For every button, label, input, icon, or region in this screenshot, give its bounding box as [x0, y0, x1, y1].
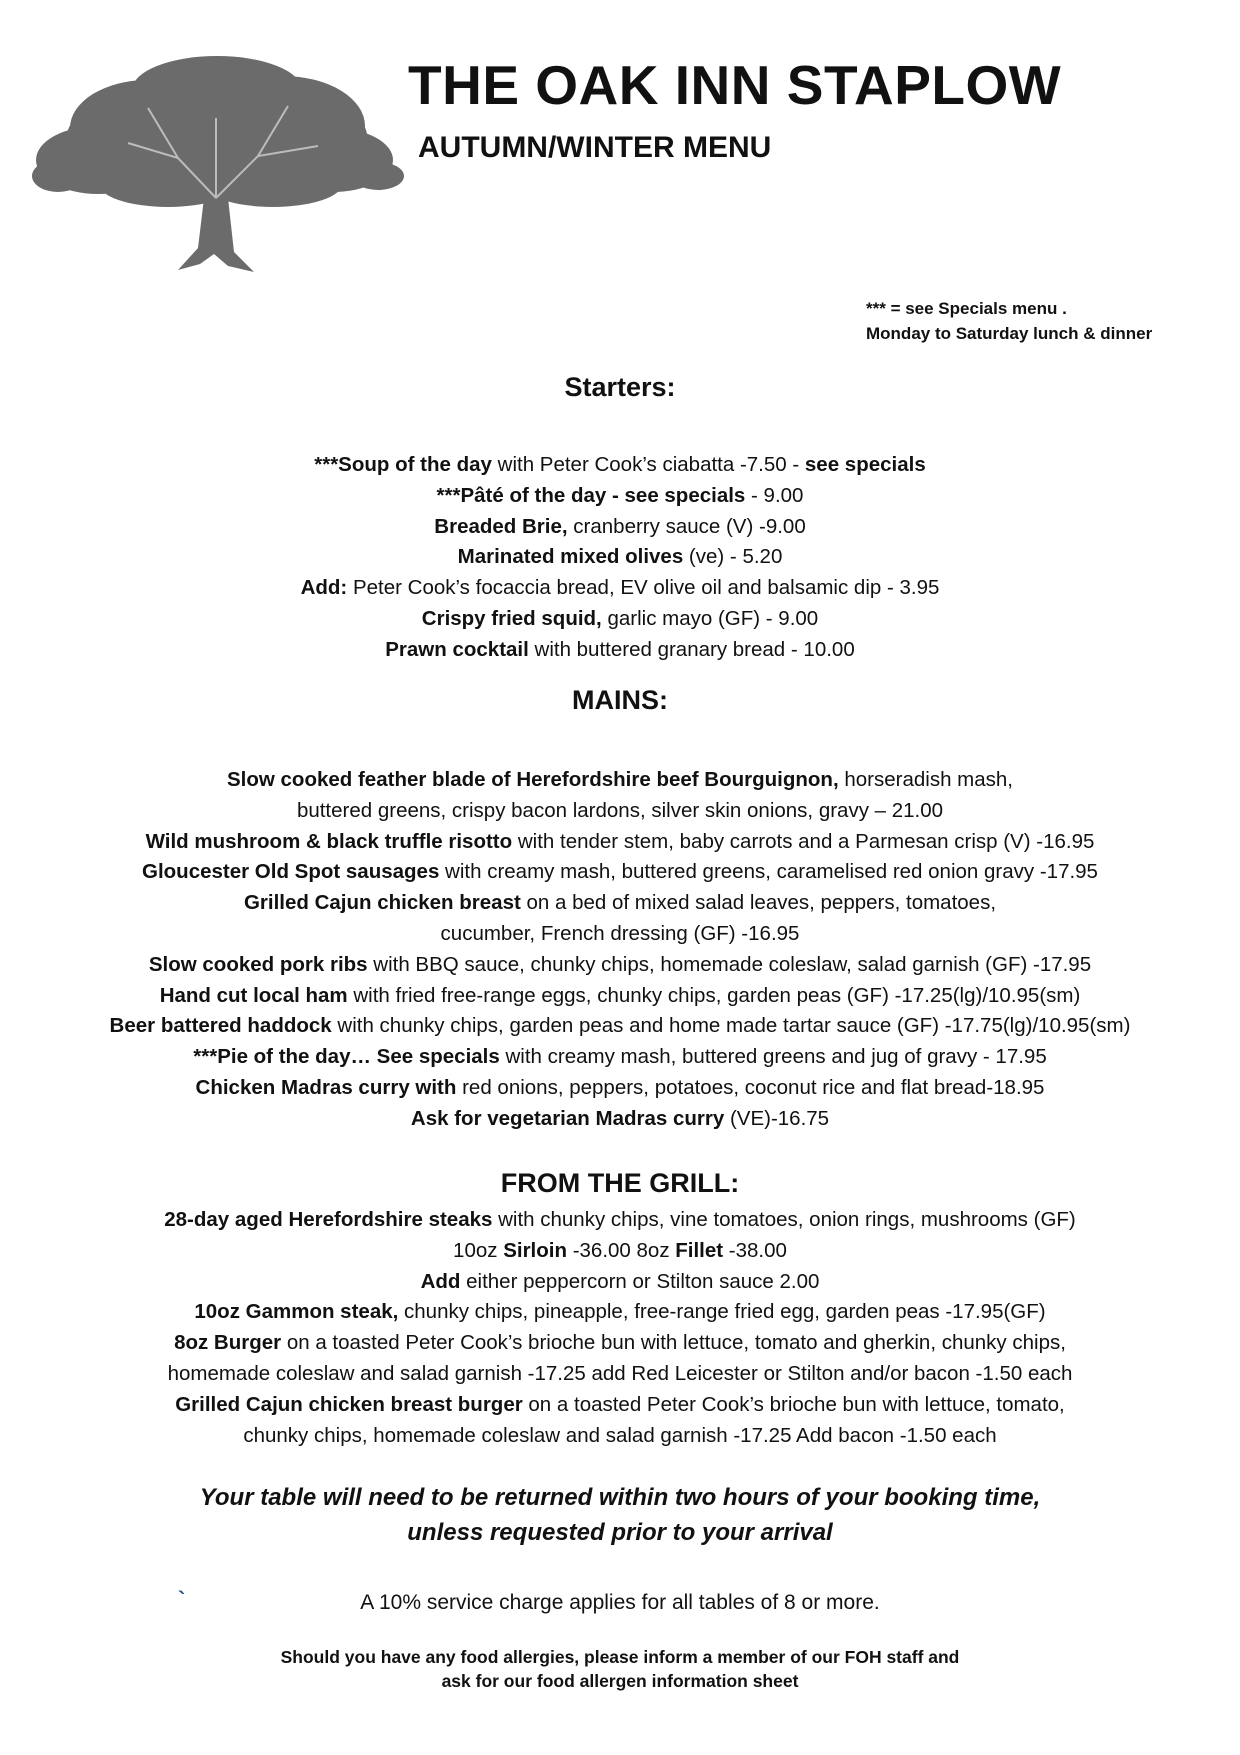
starters-heading: Starters:	[564, 372, 676, 402]
item-description: red onions, peppers, potatoes, coconut rice and flat bread-18.95	[456, 1075, 1045, 1099]
item-name: Fillet	[675, 1238, 724, 1262]
main-item	[0, 827, 1240, 858]
table-policy	[0, 1480, 1240, 1550]
grill-heading: FROM THE GRILL:	[500, 1168, 740, 1198]
main-item	[0, 1073, 1240, 1104]
item-description: with creamy mash, buttered greens, caramelised red onion gravy -17.95	[439, 860, 1098, 884]
item-description: on a toasted Peter Cook’s brioche bun with lettuce, tomato,	[522, 1392, 1065, 1416]
grill-item	[0, 1421, 1240, 1452]
main-item	[0, 1042, 1240, 1073]
starter-item	[0, 481, 1240, 512]
item-description: chunky chips, homemade coleslaw and salad garnish -17.25 Add bacon -1.50 each	[243, 1423, 997, 1447]
item-description: with fried free-range eggs, chunky chips, garden peas (GF) -17.25(lg)/10.95(sm)	[347, 983, 1081, 1007]
item-description: -38.00	[723, 1238, 787, 1262]
main-item	[0, 796, 1240, 827]
specials-note-line: *** = see Specials menu .	[866, 299, 1067, 318]
grill-section	[0, 1168, 1240, 1199]
item-name: Beer battered haddock	[109, 1014, 332, 1038]
item-name: Wild mushroom & black truffle risotto	[145, 829, 513, 853]
main-item	[0, 765, 1240, 796]
mains-section	[0, 685, 1240, 716]
tick-mark: `	[178, 1587, 186, 1612]
item-name: ***Pâté of the day - see specials	[436, 483, 746, 507]
starters-section	[0, 372, 1240, 403]
item-name: Breaded Brie,	[434, 514, 568, 538]
item-description: horseradish mash,	[838, 768, 1013, 791]
item-name: Hand cut local ham	[159, 983, 348, 1007]
restaurant-title: THE OAK INN STAPLOW	[408, 54, 1062, 116]
item-description: - 9.00	[745, 483, 804, 507]
starter-item	[0, 604, 1240, 635]
starter-item	[0, 573, 1240, 604]
item-name: Add:	[300, 576, 348, 600]
item-description: either peppercorn or Stilton sauce 2.00	[460, 1269, 820, 1293]
policy-line: Your table will need to be returned within two hours of your booking time,	[199, 1484, 1041, 1511]
starter-item	[0, 542, 1240, 573]
item-description: with buttered granary bread - 10.00	[528, 637, 855, 661]
mains-list	[0, 765, 1240, 1135]
starters-list	[0, 450, 1240, 666]
item-description: homemade coleslaw and salad garnish -17.25 add Red Leicester or Stilton and/or bacon -1.50 each	[167, 1361, 1073, 1385]
grill-item	[0, 1297, 1240, 1328]
item-name: Ask for vegetarian Madras curry	[410, 1106, 725, 1130]
item-name: see specials	[804, 453, 926, 476]
item-name: Marinated mixed olives	[457, 545, 684, 569]
item-description: with chunky chips, garden peas and home made tartar sauce (GF) -17.75(lg)/10.95(sm)	[331, 1014, 1131, 1038]
main-item	[0, 857, 1240, 888]
item-name: Grilled Cajun chicken breast burger	[175, 1392, 523, 1416]
item-name: Prawn cocktail	[385, 637, 529, 661]
grill-list	[0, 1205, 1240, 1451]
item-description: (VE)-16.75	[724, 1106, 830, 1130]
service-hours-line: Monday to Saturday lunch & dinner	[866, 324, 1153, 343]
grill-item	[0, 1359, 1240, 1390]
item-name: Grilled Cajun chicken breast	[243, 891, 521, 915]
service-charge-note: A 10% service charge applies for all tables of 8 or more.	[360, 1591, 880, 1614]
item-name: Slow cooked feather blade of Herefordshire beef Bourguignon,	[226, 768, 839, 791]
grill-item	[0, 1328, 1240, 1359]
item-description: cucumber, French dressing (GF) -16.95	[440, 921, 800, 945]
starter-item	[0, 635, 1240, 666]
mains-heading: MAINS:	[572, 685, 668, 715]
item-description: Peter Cook’s focaccia bread, EV olive oil and balsamic dip - 3.95	[347, 576, 940, 600]
main-item	[0, 888, 1240, 919]
item-description: with tender stem, baby carrots and a Parmesan crisp (V) -16.95	[512, 829, 1095, 853]
allergy-line: Should you have any food allergies, please inform a member of our FOH staff and	[280, 1647, 960, 1667]
item-name: ***Soup of the day	[314, 453, 492, 476]
starter-item	[0, 512, 1240, 543]
item-description: chunky chips, pineapple, free-range fried egg, garden peas -17.95(GF)	[398, 1300, 1046, 1324]
item-description: cranberry sauce (V) -9.00	[567, 514, 806, 538]
item-name: Slow cooked pork ribs	[148, 952, 368, 976]
allergy-note	[0, 1645, 1240, 1693]
item-name: Gloucester Old Spot sausages	[142, 860, 440, 884]
main-item	[0, 981, 1240, 1012]
specials-note	[866, 296, 1152, 346]
grill-item	[0, 1205, 1240, 1236]
item-description: (ve) - 5.20	[683, 545, 783, 569]
menu-subtitle: AUTUMN/WINTER MENU	[418, 131, 772, 164]
grill-item	[0, 1236, 1240, 1267]
item-name: Chicken Madras curry with	[195, 1075, 457, 1099]
item-description: garlic mayo (GF) - 9.00	[601, 606, 819, 630]
allergy-line: ask for our food allergen information sheet	[441, 1671, 799, 1691]
main-item	[0, 950, 1240, 981]
main-item	[0, 1011, 1240, 1042]
item-name: Crispy fried squid,	[421, 606, 602, 630]
item-description: with chunky chips, vine tomatoes, onion rings, mushrooms (GF)	[492, 1208, 1076, 1231]
item-name: 28-day aged Herefordshire steaks	[164, 1208, 493, 1231]
item-name: 10oz Gammon steak,	[194, 1300, 399, 1324]
item-description: with creamy mash, buttered greens and jug of gravy - 17.95	[499, 1045, 1047, 1069]
starter-item	[0, 450, 1240, 481]
item-name: 8oz Burger	[174, 1331, 282, 1355]
item-description: with Peter Cook’s ciabatta -7.50 -	[491, 453, 805, 476]
item-name: ***Pie of the day… See specials	[193, 1045, 500, 1069]
item-description: on a toasted Peter Cook’s brioche bun with lettuce, tomato and gherkin, chunky chips,	[281, 1331, 1066, 1355]
item-description: on a bed of mixed salad leaves, peppers, tomatoes,	[520, 891, 997, 915]
item-description: 10oz	[453, 1238, 504, 1262]
main-item	[0, 919, 1240, 950]
item-description: with BBQ sauce, chunky chips, homemade coleslaw, salad garnish (GF) -17.95	[367, 952, 1092, 976]
item-name: Sirloin	[503, 1238, 567, 1262]
policy-line: unless requested prior to your arrival	[407, 1519, 833, 1546]
item-description: buttered greens, crispy bacon lardons, silver skin onions, gravy – 21.00	[296, 798, 944, 822]
item-description: -36.00 8oz	[567, 1238, 676, 1262]
oak-tree-icon	[28, 48, 406, 278]
main-item	[0, 1104, 1240, 1135]
grill-item	[0, 1267, 1240, 1298]
item-name: Add	[420, 1269, 461, 1293]
grill-item	[0, 1390, 1240, 1421]
